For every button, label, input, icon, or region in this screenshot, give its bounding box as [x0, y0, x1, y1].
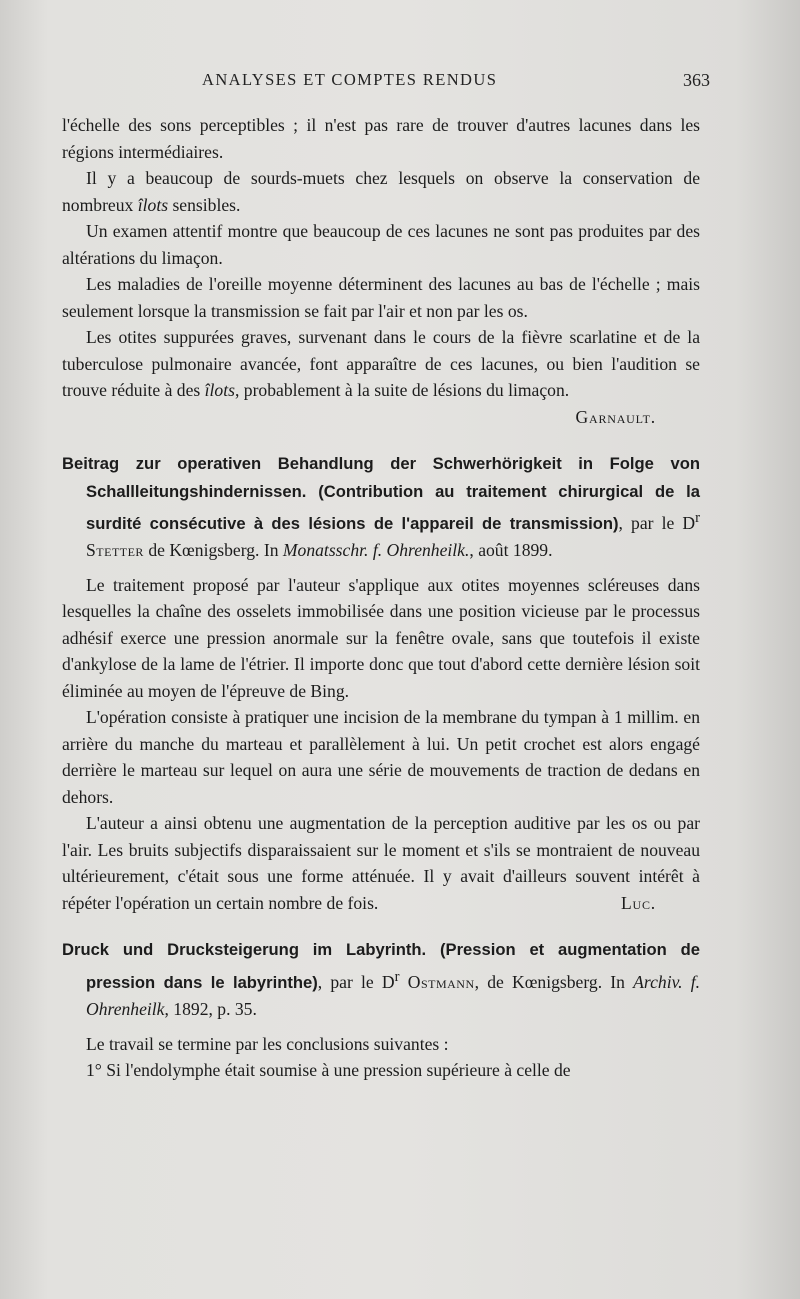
author-name: Stetter	[86, 540, 144, 561]
page-header	[62, 70, 712, 96]
paragraph-deaf-mutes	[62, 165, 700, 218]
paragraph-text: Il y a beaucoup de sourds-muets chez lesquels on observe la conservation de nombreux	[62, 168, 700, 215]
paragraph-text: , probablement à la suite de lésions du limaçon.	[234, 380, 570, 400]
journal-name: Archiv. f. Ohrenheilk	[86, 971, 700, 1020]
publication-date: , août 1899.	[469, 540, 553, 561]
paragraph-middle-ear: Les maladies de l'oreille moyenne déterminent des lacunes au bas de l'échelle ; mais seulement lorsque la transmission se fait par l'air et non par les os.	[62, 274, 700, 321]
article-heading-ostmann	[62, 936, 700, 1022]
paragraph-text: sensibles.	[168, 194, 241, 215]
paragraph-conclusions-intro: Le travail se termine par les conclusions suivantes :	[86, 1033, 449, 1054]
byline-text: de Kœnigsberg. In	[143, 540, 283, 561]
byline-superscript: r	[695, 510, 700, 526]
author-name: Ostmann	[407, 971, 475, 992]
italic-term: îlots	[204, 380, 235, 400]
signature-luc: Luc.	[620, 892, 656, 913]
paragraph-examination: Un examen attentif montre que beaucoup de ces lacunes ne sont pas produites par des altérations du limaçon.	[62, 221, 700, 268]
byline-text: , par le D	[317, 971, 395, 992]
paragraph-text: L'auteur a ainsi obtenu une augmentation de la perception auditive par les os ou par l'air. Les bruits subjectifs disparaissaient sur le moment et s'ils se montraient de nouveau ultérieurement, c'était sous une forme atténuée. Il y avait d'ailleurs souvent intérêt à répéter l'opération un certain nombre de fois.	[62, 813, 700, 913]
journal-name: Monatsschr. f. Ohrenheilk.	[282, 540, 470, 561]
byline-text: , de Kœnigsberg. In	[474, 971, 634, 992]
article-heading-stetter	[62, 450, 700, 564]
paragraph-operation: L'opération consiste à pratiquer une incision de la membrane du tympan à 1 millim. en arrière du manche du marteau et parallèlement à lui. Un petit crochet est alors engagé derrière le marteau sur lequel on aura une série de mouvements de traction de dedans en dehors.	[62, 707, 700, 807]
byline-superscript: r	[394, 968, 400, 985]
paragraph-results	[62, 810, 700, 916]
publication-date: , 1892, p. 35.	[164, 999, 257, 1020]
page-body	[62, 112, 700, 1084]
page-number: 363	[683, 70, 710, 90]
paragraph-treatment: Le traitement proposé par l'auteur s'applique aux otites moyennes scléreuses dans lesquelles la chaîne des osselets immobilisée dans une position vicieuse par le processus adhésif exerce une pression anormale sur la fenêtre ovale, sans que toutefois il existe d'ankylose de la lame de l'étrier. Il importe donc que tout d'abord cette dernière lésion soit éliminée au moyen de l'épreuve de Bing.	[62, 574, 700, 701]
paragraph-conclusion-1: 1° Si l'endolymphe était soumise à une pression supérieure à celle de	[86, 1060, 571, 1081]
paragraph-otitis	[62, 324, 700, 430]
signature-garnault: Garnault.	[575, 406, 656, 427]
article-title: Beitrag zur operativen Behandlung der Schwerhörigkeit in Folge von Schallleitungshindernissen. (Contribution au traitement chirurgical de la surdité consécutive à des lésions de l'appareil de transmission)	[62, 454, 700, 533]
running-head: ANALYSES ET COMPTES RENDUS	[202, 70, 498, 89]
paragraph-text: Les otites suppurées graves, survenant dans le cours de la fièvre scarlatine et de la tuberculose pulmonaire avancée, font apparaître de ces lacunes, ou bien l'audition se trouve réduite à des	[62, 327, 700, 400]
article-title: Druck und Drucksteigerung im Labyrinth. (Pression et augmentation de pression dans le labyrinthe)	[62, 940, 700, 992]
byline-text: , par le D	[618, 512, 696, 533]
paragraph-continuation: l'échelle des sons perceptibles ; il n'est pas rare de trouver d'autres lacunes dans les régions intermédiaires.	[62, 115, 700, 162]
italic-term: îlots	[137, 194, 169, 215]
